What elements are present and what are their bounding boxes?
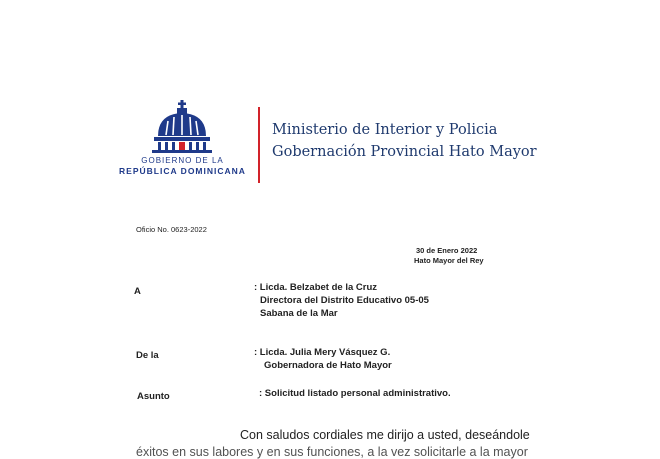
header-divider: [258, 107, 260, 183]
ministry-name: Ministerio de Interior y Policia: [272, 122, 498, 138]
letter-date: 30 de Enero 2022: [416, 246, 478, 255]
recipient-title: Directora del Distrito Educativo 05-05: [260, 295, 429, 306]
subject-label: Asunto: [137, 391, 170, 402]
sender-label: De la: [136, 350, 159, 361]
government-name-line2: REPÚBLICA DOMINICANA: [119, 166, 246, 176]
sender-title: Gobernadora de Hato Mayor: [264, 360, 392, 371]
ministry-heading: [272, 119, 537, 163]
government-logo: [110, 100, 255, 180]
sender-block: [254, 346, 392, 372]
recipient-block: [254, 281, 429, 320]
oficio-number: Oficio No. 0623-2022: [136, 225, 207, 234]
body-paragraph-line1: Con saludos cordiales me dirijo a usted, deseándole: [240, 428, 530, 442]
recipient-name: : Licda. Belzabet de la Cruz: [254, 282, 377, 293]
letter-place: Hato Mayor del Rey: [414, 256, 484, 265]
recipient-location: Sabana de la Mar: [260, 308, 338, 319]
government-name-line1: GOBIERNO DE LA: [141, 156, 224, 165]
capitol-dome-icon: [150, 100, 214, 154]
sender-name: : Licda. Julia Mery Vásquez G.: [254, 347, 391, 358]
recipient-label: A: [134, 286, 141, 297]
governorate-name: Gobernación Provincial Hato Mayor: [272, 144, 537, 160]
subject-value: : Solicitud listado personal administrativo.: [259, 388, 451, 399]
body-paragraph-line2: éxitos en sus labores y en sus funciones, a la vez solicitarle a la mayor: [136, 445, 528, 459]
